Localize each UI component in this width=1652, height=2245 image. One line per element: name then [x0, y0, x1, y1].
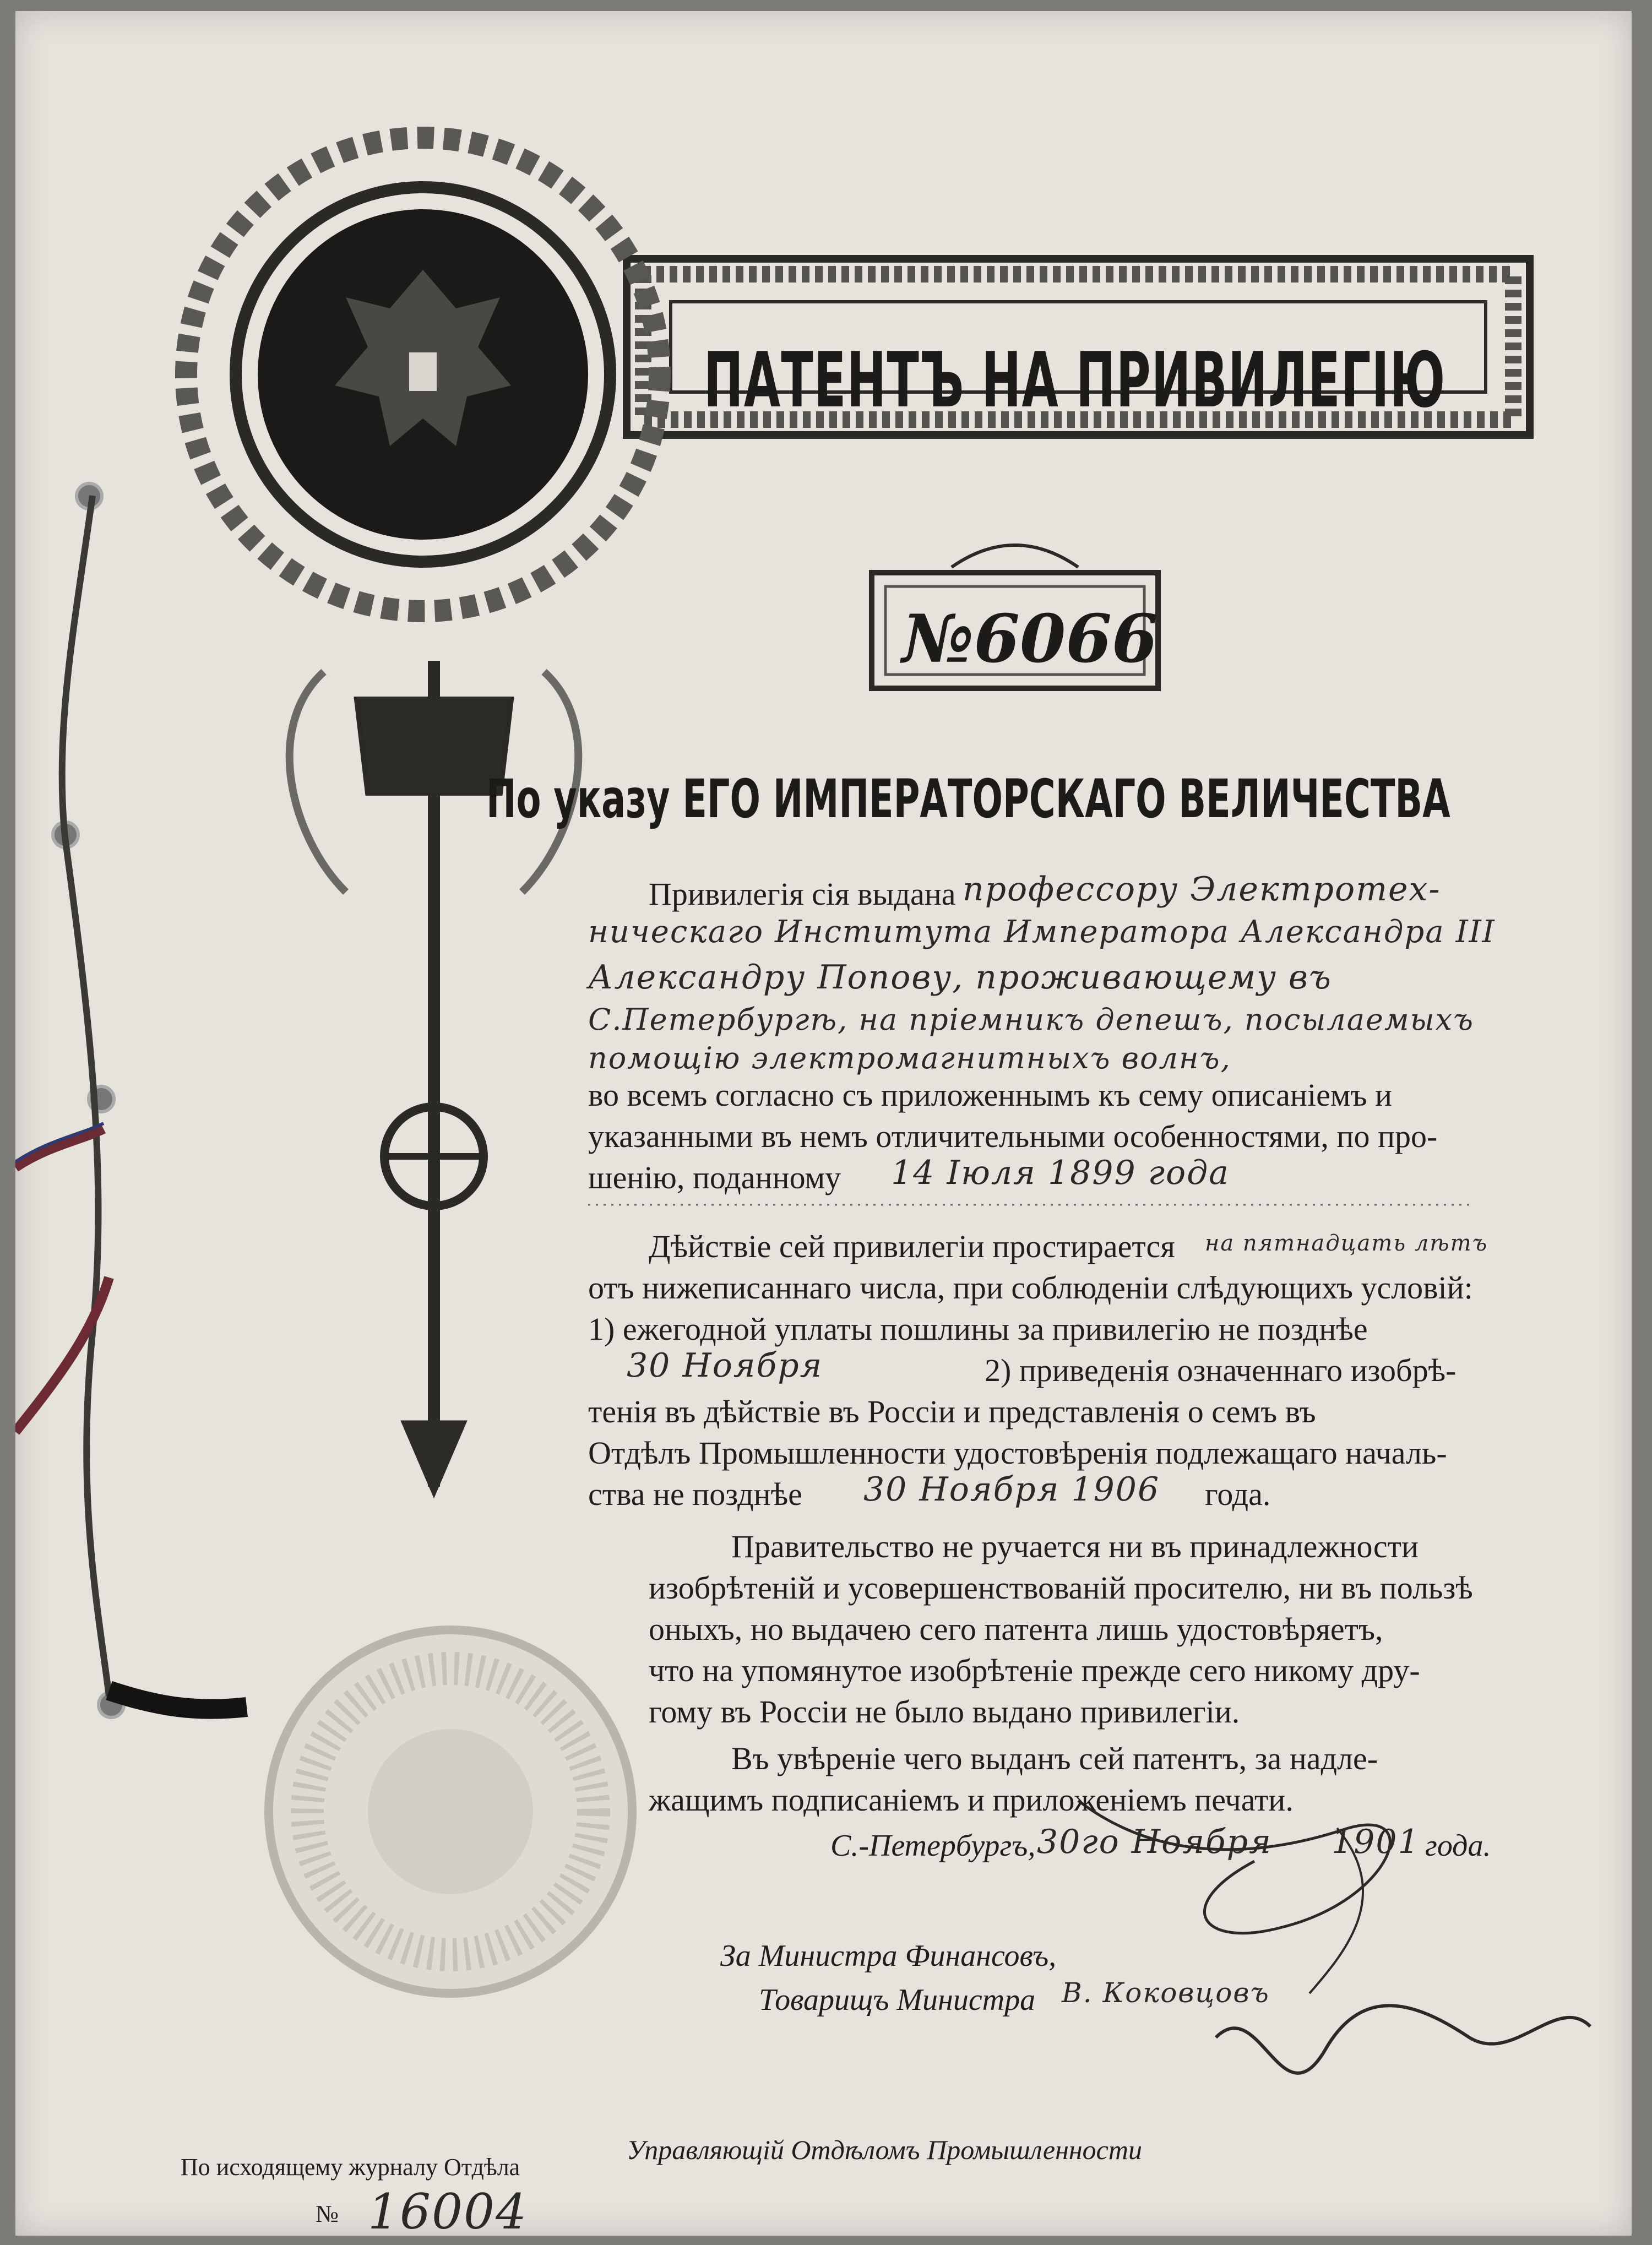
para2-line-3: 1) ежегодной уплаты пошлины за привилегію не позднѣе [588, 1311, 1368, 1347]
patent-number: №6066 [902, 600, 1158, 678]
para2-handwritten-final-date: 30 Ноября 1906 [863, 1470, 1160, 1509]
para2-handwritten-term: на пятнадцать лѣтъ [1205, 1231, 1488, 1256]
para2-lead: Дѣйствіе сей привилегіи простирается [649, 1229, 1175, 1264]
para3-line-3: оныхъ, но выдачею сего патента лишь удостовѣряетъ, [649, 1611, 1383, 1647]
para4-line-2: жащимъ подписаніемъ и приложеніемъ печати. [649, 1782, 1294, 1818]
tricolor-cord-upper [15, 1129, 104, 1167]
minister-signature: В. Коковцовъ [1062, 1977, 1270, 2009]
minister-line-1: За Министра Финансовъ, [720, 1939, 1057, 1973]
para1-handwritten-4: С.Петербургѣ, на пріемникъ депешъ, посылаемыхъ [588, 1002, 1475, 1037]
date-year-handwritten: 1901 [1332, 1823, 1420, 1861]
para1-handwritten-1: профессору Электротех- [963, 870, 1441, 909]
para1-line-8: шенію, поданному [588, 1160, 841, 1195]
para2-line-7a: ства не позднѣе [588, 1476, 802, 1512]
para1-handwritten-2: ническаго Института Императора Александра III [588, 914, 1496, 950]
para2-line-6: Отдѣлъ Промышленности удостовѣренія подлежащаго началь- [588, 1435, 1447, 1471]
para3-line-4: что на упомянутое изобрѣтеніе прежде сего никому дру- [649, 1653, 1420, 1688]
journal-label: По исходящему журналу Отдѣла [181, 2154, 520, 2181]
date-handwritten: 30го Ноября [1037, 1823, 1272, 1861]
para4-line-1: Въ увѣреніе чего выданъ сей патентъ, за надле- [731, 1741, 1378, 1776]
imperial-decree-heading: По указу ЕГО ИМПЕРАТОРСКАГО ВЕЛИЧЕСТВА [486, 768, 1450, 830]
para1-handwritten-date: 14 Іюля 1899 года [891, 1154, 1230, 1192]
para2-line-4: 2) приведенія означеннаго изобрѣ- [985, 1352, 1457, 1388]
para1-lead: Привилегія сія выдана [649, 876, 956, 912]
para1-handwritten-5: помощію электромагнитныхъ волнъ, [588, 1041, 1231, 1075]
emblem-medallion [186, 138, 660, 611]
date-city: С.-Петербургъ, [830, 1829, 1036, 1863]
para2-line-2: отъ нижеписаннаго числа, при соблюденіи слѣдующихъ условій: [588, 1270, 1473, 1306]
para3-line-5: гому въ Россіи не было выдано привилегіи. [649, 1694, 1240, 1730]
para1-line-7: указанными въ немъ отличительными особенностями, по про- [588, 1118, 1438, 1154]
minister-signature-flourish [1078, 1801, 1390, 1933]
binding-cord [62, 496, 109, 1696]
journal-no-label: № [316, 2200, 339, 2227]
para3-line-1: Правительство не ручается ни въ принадлежности [731, 1529, 1419, 1564]
para2-handwritten-deadline: 30 Ноября [627, 1346, 823, 1385]
para2-line-7b: года. [1205, 1476, 1271, 1512]
para1-line-6: во всемъ согласно съ приложеннымъ къ сему описаніемъ и [588, 1077, 1393, 1113]
minister-line-2: Товарищъ Министра [759, 1983, 1036, 2017]
para2-line-5: тенія въ дѣйствіе въ Россіи и представленія о семъ въ [588, 1394, 1316, 1429]
patent-sheet [15, 11, 1632, 2240]
journal-number: 16004 [368, 2183, 528, 2240]
date-suffix: года. [1425, 1829, 1491, 1863]
wax-seal [269, 1630, 632, 1993]
para3-line-2: изобрѣтеній и усовершенствованій просителю, ни въ пользѣ [649, 1570, 1473, 1606]
head-of-department-label: Управляющій Отдѣломъ Промышленности [627, 2134, 1142, 2165]
head-signature-flourish [1216, 2005, 1590, 2073]
document-title: ПАТЕНТЪ НА ПРИВИЛЕГІЮ [704, 336, 1446, 425]
para1-handwritten-3: Александру Попову, проживающему въ [588, 958, 1332, 997]
cord-tassel [109, 1690, 247, 1709]
